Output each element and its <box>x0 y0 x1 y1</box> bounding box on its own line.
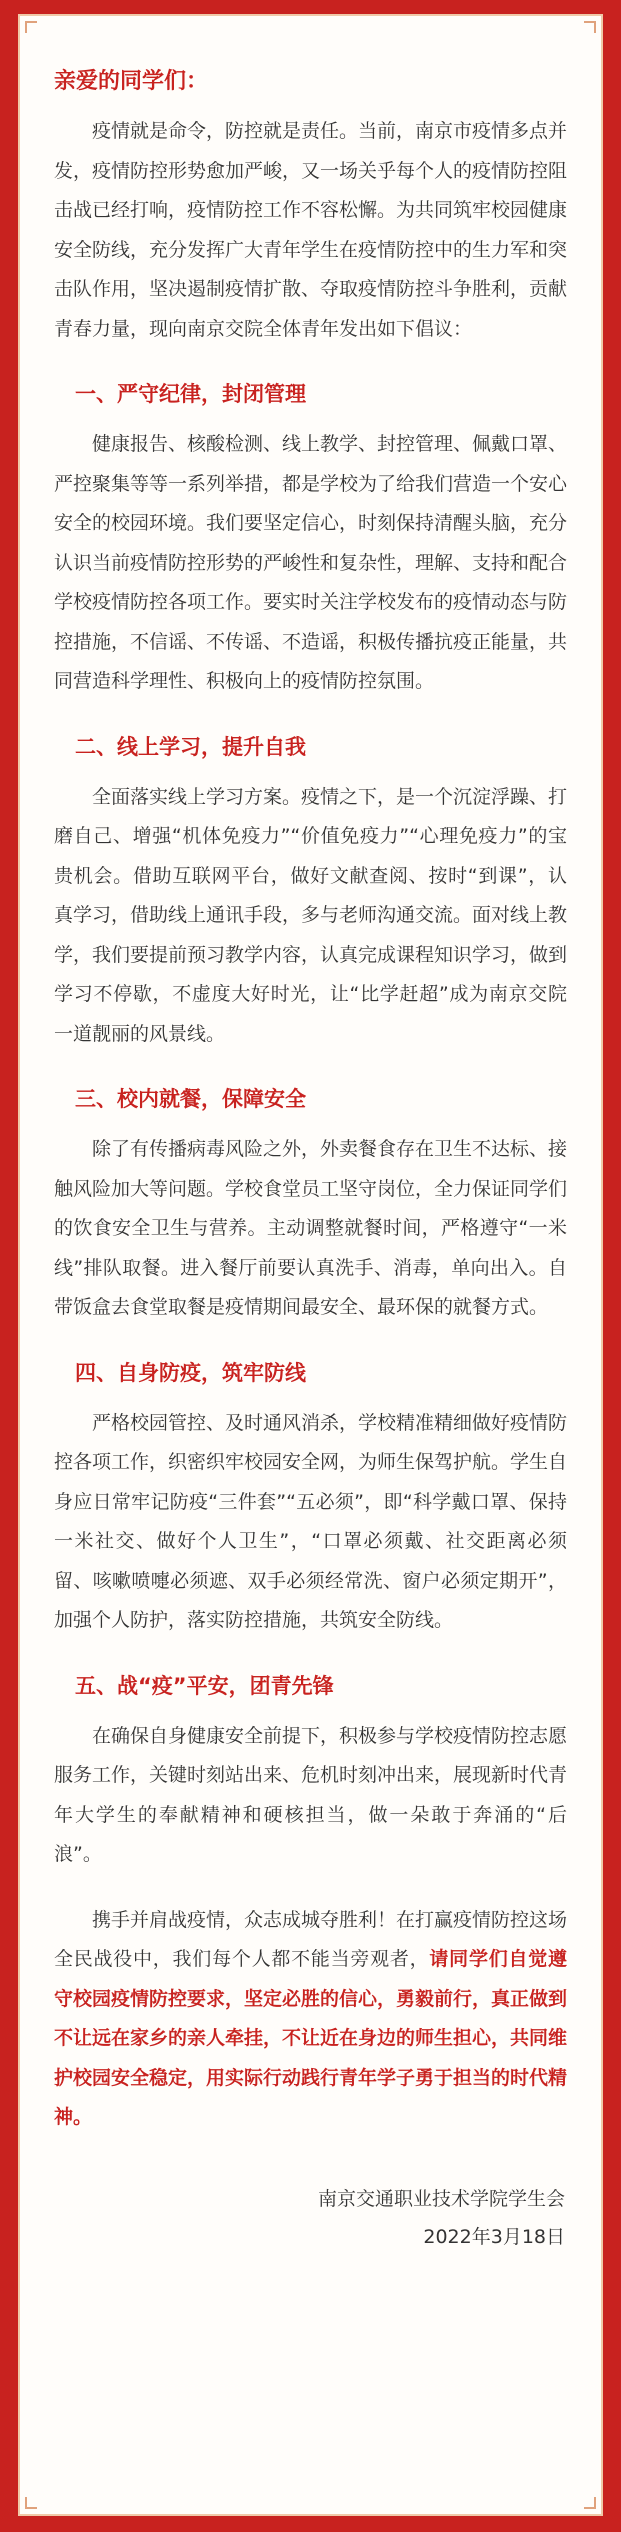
section-heading: 一、严守纪律，封闭管理 <box>75 382 306 406</box>
signature-date: 2022年3月18日 <box>423 2225 565 2248</box>
section-heading: 四、自身防疫，筑牢防线 <box>75 1360 306 1385</box>
section-body: 在确保自身健康安全前提下，积极参与学校疫情防控志愿服务工作，关键时刻站出来、危机时刻冲出来，展现新时代青年大学生的奉献精神和硬核担当，做一朵敢于奔涌的“后浪”。 <box>54 1724 568 1865</box>
closing-emphasis: 请同学们自觉遵守校园疫情防控要求，坚定必胜的信心，勇毅前行，真正做到不让远在家乡的亲人牵挂，不让近在身边的师生担心，共同维护校园安全稳定，用实际行动践行青年学子勇于担当的时代精神。 <box>54 1948 568 2128</box>
greeting: 亲爱的同学们： <box>54 69 209 94</box>
corner-ornament <box>25 21 37 33</box>
section-body: 健康报告、核酸检测、线上教学、封控管理、佩戴口罩、严控聚集等等一系列举措，都是学校为了给我们营造一个安心安全的校园环境。我们要坚定信心，时刻保持清醒头脑，充分认识当前疫情防控形势的严峻性和复杂性，理解、支持和配合学校疫情防控各项工作。要实时关注学校发布的疫情动态与防控措施，不信谣、不传谣、不造谣，积极传播抗疫正能量，共同营造科学理性、积极向上的疫情防控氛围。 <box>54 433 568 692</box>
corner-ornament <box>25 2497 37 2509</box>
section-heading: 二、线上学习，提升自我 <box>75 734 306 759</box>
section-heading: 三、校内就餐，保障安全 <box>75 1087 306 1111</box>
closing-text: 携手并肩战疫情，众志成城夺胜利！在打赢疫情防控这场全民战役中，我们每个人都不能当旁观者， <box>54 1908 568 1970</box>
signature-block <box>54 2180 567 2256</box>
section-heading: 五、战“疫”平安，团青先锋 <box>75 1673 334 1698</box>
section-body: 全面落实线上学习方案。疫情之下，是一个沉淀浮躁、打磨自己、增强“机体免疫力”“价值免疫力”“心理免疫力”的宝贵机会。借助互联网平台，做好文献查阅、按时“到课”，认真学习，借助线上通讯手段，多与老师沟通交流。面对线上教学，我们要提前预习教学内容，认真完成课程知识学习，做到学习不停歇，不虚度大好时光，让“比学赶超”成为南京交院一道靓丽的风景线。 <box>54 785 568 1045</box>
signature-org: 南京交通职业技术学院学生会 <box>317 2187 565 2210</box>
section-body: 除了有传播病毒风险之外，外卖餐食存在卫生不达标、接触风险加大等问题。学校食堂员工坚守岗位，全力保证同学们的饮食安全卫生与营养。主动调整就餐时间，严格遵守“一米线”排队取餐。进入餐厅前要认真洗手、消毒，单向出入。自带饭盒去食堂取餐是疫情期间最安全、最环保的就餐方式。 <box>54 1138 568 1318</box>
intro-paragraph: 疫情就是命令，防控就是责任。当前，南京市疫情多点并发，疫情防控形势愈加严峻，又一场关乎每个人的疫情防控阻击战已经打响，疫情防控工作不容松懈。为共同筑牢校园健康安全防线，充分发挥广大青年学生在疫情防控中的生力军和突击队作用，坚决遏制疫情扩散、夺取疫情防控斗争胜利，贡献青春力量，现向南京交院全体青年发出如下倡议： <box>54 120 568 340</box>
corner-ornament <box>584 21 596 33</box>
section-body: 严格校园管控、及时通风消杀，学校精准精细做好疫情防控各项工作，织密织牢校园安全网，为师生保驾护航。学生自身应日常牢记防疫“三件套”“五必须”，即“科学戴口罩、保持一米社交、做好个人卫生”，“口罩必须戴、社交距离必须留、咳嗽喷嚏必须遮、双手必须经常洗、窗户必须定期开”，加强个人防护，落实防控措施，共筑安全防线。 <box>54 1411 568 1631</box>
letter-paper <box>18 14 603 2516</box>
corner-ornament <box>584 2497 596 2509</box>
closing-paragraph <box>54 1901 567 2138</box>
